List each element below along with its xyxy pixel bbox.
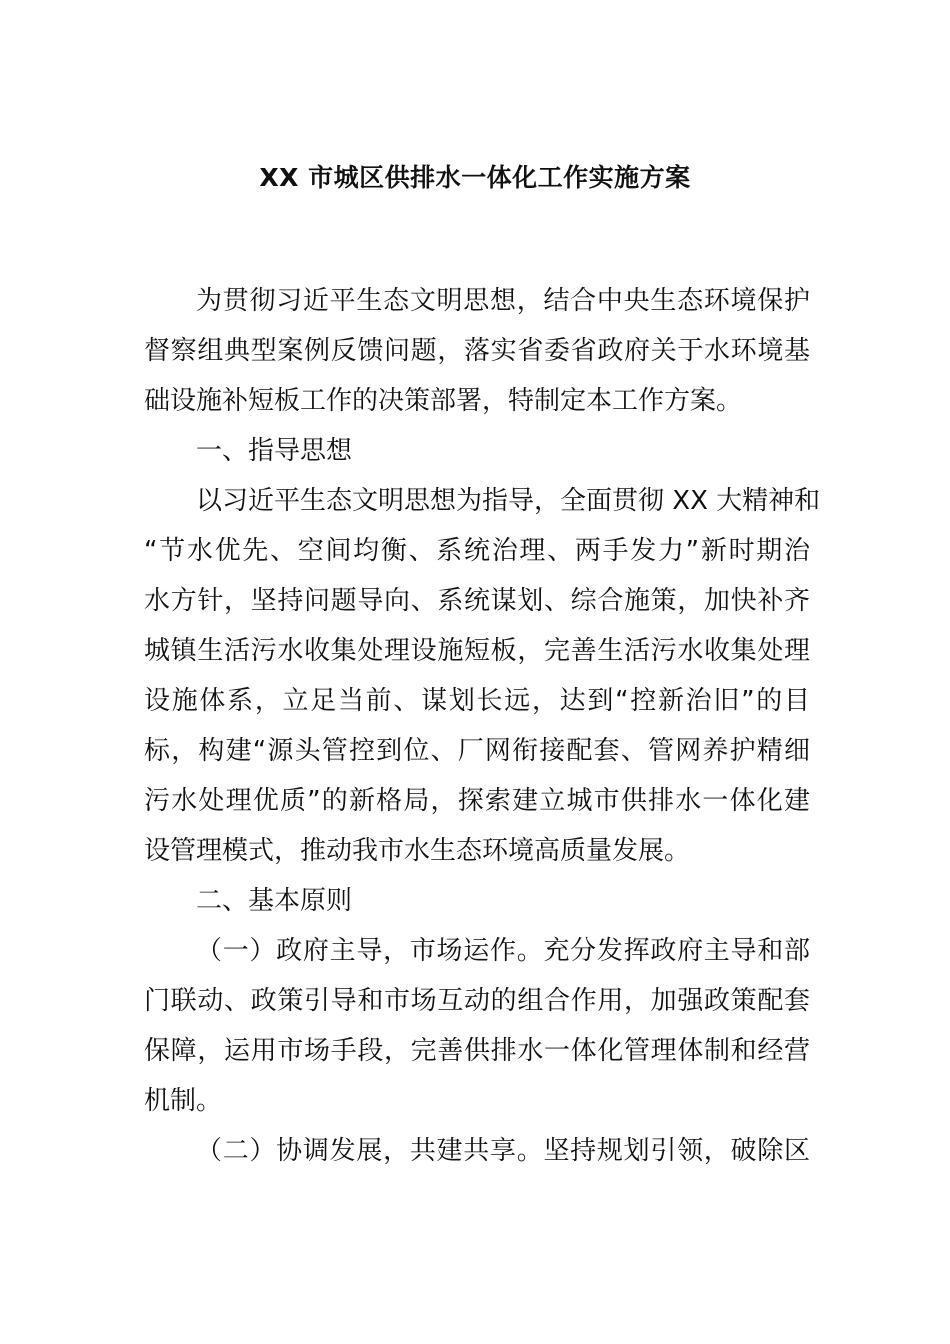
- text-line: 为贯彻习近平生态文明思想，结合中央生态环境保护: [196, 286, 810, 316]
- text-line: 础设施补短板工作的决策部署，特制定本工作方案。: [144, 386, 743, 416]
- text-line: “节水优先、空间均衡、系统治理、两手发力”新时期治: [144, 536, 810, 566]
- text-line: 城镇生活污水收集处理设施短板，完善生活污水收集处理: [144, 636, 810, 666]
- text-line: （二）协调发展，共建共享。坚持规划引领，破除区: [196, 1136, 810, 1166]
- text-line: 门联动、政策引导和市场互动的组合作用，加强政策配套: [144, 986, 810, 1016]
- text-line: 设施体系，立足当前、谋划长远，达到“控新治旧”的目: [144, 686, 810, 716]
- text-line: 一、指导思想: [196, 436, 353, 466]
- text-line: 机制。: [144, 1086, 223, 1116]
- text-line: 督察组典型案例反馈问题，落实省委省政府关于水环境基: [144, 336, 810, 366]
- text-line: 以习近平生态文明思想为指导，全面贯彻 XX 大精神和: [196, 486, 821, 516]
- document-title: XX 市城区供排水一体化工作实施方案: [259, 163, 691, 192]
- document-body: [144, 276, 821, 1176]
- text-line: 标，构建“源头管控到位、厂网衔接配套、管网养护精细: [144, 736, 810, 766]
- text-line: 设管理模式，推动我市水生态环境高质量发展。: [144, 836, 691, 866]
- text-line: 保障，运用市场手段，完善供排水一体化管理体制和经营: [144, 1036, 810, 1066]
- text-line: 水方针，坚持问题导向、系统谋划、综合施策，加快补齐: [144, 586, 810, 616]
- text-line: 二、基本原则: [196, 886, 353, 916]
- text-line: （一）政府主导，市场运作。充分发挥政府主导和部: [196, 936, 810, 966]
- text-line: 污水处理优质”的新格局，探索建立城市供排水一体化建: [144, 786, 810, 816]
